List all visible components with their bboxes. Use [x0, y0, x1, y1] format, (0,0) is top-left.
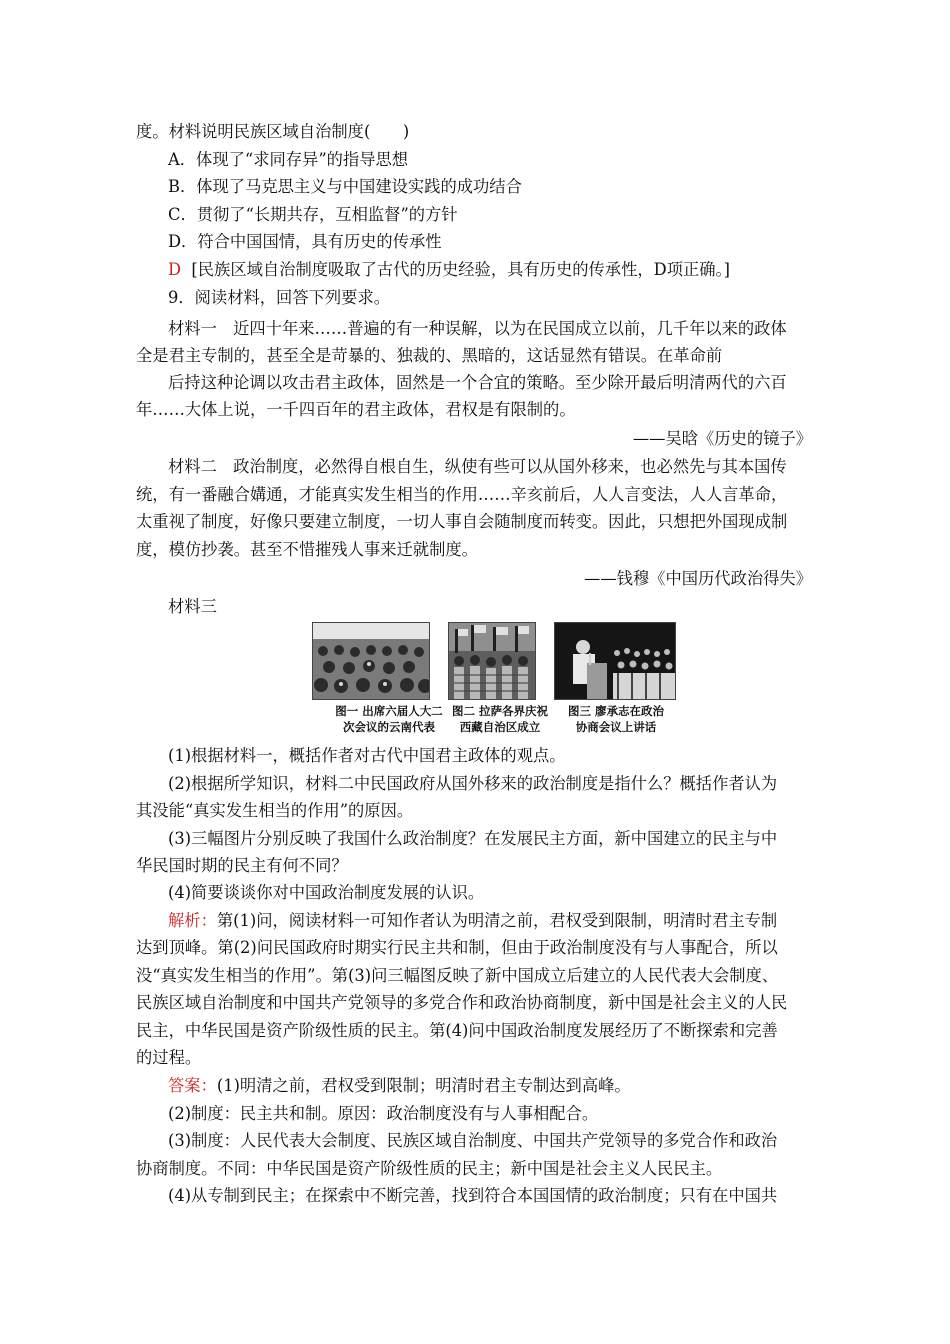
- q8-answer: [168, 259, 730, 281]
- figure-1-caption-line1: 图一 出席六届人大二: [335, 704, 443, 718]
- analysis-label: 解析：: [168, 911, 217, 930]
- material-1-line: 全是君主专制的，甚至全是苛暴的、独裁的、黑暗的，这话显然有错误。在革命前: [136, 346, 723, 365]
- answer-label: 答案：: [168, 1076, 217, 1095]
- figure-2-caption: [442, 703, 558, 735]
- material-1-line: 后持这种论调以攻击君主政体，固然是一个合宜的策略。至少除开最后明清两代的六百: [168, 373, 787, 392]
- material-2-source: ——钱穆《中国历代政治得失》: [584, 569, 812, 588]
- material-1-source: ——吴晗《历史的镜子》: [632, 429, 812, 448]
- sub-question-3: (3)三幅图片分别反映了我国什么政治制度？在发展民主方面，新中国建立的民主与中: [168, 829, 778, 848]
- photo-npc-delegates: [312, 622, 430, 700]
- material-2-line: 材料二 政治制度，必然得自根自生，纵使有些可以从国外移来，也必然先与其本国传: [168, 457, 787, 476]
- material-1-line: 年……大体上说，一千四百年的君主政体，君权是有限制的。: [136, 400, 576, 419]
- figure-3-caption-line2: 协商会议上讲话: [575, 720, 657, 734]
- figure-3-caption: [556, 703, 676, 735]
- analysis-line: 的过程。: [136, 1048, 202, 1067]
- q9-stem: 9．阅读材料，回答下列要求。: [168, 288, 391, 307]
- analysis-line: 民族区域自治制度和中国共产党领导的多党合作和政治协商制度，新中国是社会主义的人民: [136, 993, 788, 1012]
- answer-line: (4)从专制到民主；在探索中不断完善，找到符合本国国情的政治制度；只有在中国共: [168, 1186, 778, 1205]
- answer-line: 协商制度。不同：中华民国是资产阶级性质的民主；新中国是社会主义人民民主。: [136, 1159, 723, 1178]
- photo-lhasa-celebration: [448, 622, 536, 700]
- material-3-label: 材料三: [168, 597, 217, 616]
- material-2-line: 太重视了制度，好像只要建立制度，一切人事自会随制度而转变。因此，只想把外国现成制: [136, 512, 788, 531]
- sub-question-2-cont: 其没能“真实发生相当的作用”的原因。: [136, 801, 414, 820]
- figure-1-caption-line2: 次会议的云南代表: [343, 720, 435, 734]
- option-a: A．体现了“求同存异”的指导思想: [168, 150, 409, 169]
- analysis-text: 第(1)问，阅读材料一可知作者认为明清之前，君权受到限制，明清时君主专制: [216, 911, 778, 930]
- option-d: D．符合中国国情，具有历史的传承性: [168, 232, 442, 251]
- material-2-line: 统，有一番融合媾通，才能真实发生相当的作用……辛亥前后，人人言变法，人人言革命，: [136, 485, 788, 504]
- photo-liao-chengzhi-speech: [554, 622, 676, 700]
- q8-answer-letter: D: [168, 260, 182, 279]
- figure-2-caption-line1: 图二 拉萨各界庆祝: [451, 704, 548, 718]
- analysis-line: [168, 910, 777, 932]
- answer-line: (3)制度：人民代表大会制度、民族区域自治制度、中国共产党领导的多党合作和政治: [168, 1131, 778, 1150]
- sub-question-3-cont: 华民国时期的民主有何不同？: [136, 856, 348, 875]
- analysis-line: 没“真实发生相当的作用”。第(3)问三幅图反映了新中国成立后建立的人民代表大会制度、: [136, 966, 779, 985]
- option-b: B．体现了马克思主义与中国建设实践的成功结合: [168, 177, 522, 196]
- analysis-line: 民主，中华民国是资产阶级性质的民主。第(4)问中国政治制度发展经历了不断探索和完善: [136, 1021, 778, 1040]
- material-3-photos: [312, 622, 676, 736]
- sub-question-2: (2)根据所学知识，材料二中民国政府从国外移来的政治制度是指什么？概括作者认为: [168, 774, 778, 793]
- material-1-line: 材料一 近四十年来……普遍的有一种误解，以为在民国成立以前，几千年以来的政体: [168, 319, 787, 338]
- q8-answer-explanation: [民族区域自治制度吸取了古代的历史经验，具有历史的传承性，D项正确。]: [191, 260, 731, 279]
- sub-question-4: (4)简要谈谈你对中国政治制度发展的认识。: [168, 883, 485, 902]
- answer-line: (2)制度：民主共和制。原因：政治制度没有与人事相配合。: [168, 1104, 599, 1123]
- material-2-line: 度，模仿抄袭。甚至不惜摧残人事来迁就制度。: [136, 540, 478, 559]
- analysis-line: 达到顶峰。第(2)问民国政府时期实行民主共和制，但由于政治制度没有与人事配合，所以: [136, 938, 778, 957]
- answer-text: (1)明清之前，君权受到限制；明清时君主专制达到高峰。: [216, 1076, 631, 1095]
- answer-line: [168, 1075, 631, 1097]
- figure-3-caption-line1: 图三 廖承志在政治: [567, 704, 664, 718]
- option-c: C．贯彻了“长期共存，互相监督”的方针: [168, 205, 458, 224]
- q8-stem-end: 度。材料说明民族区域自治制度( ): [136, 122, 410, 141]
- figure-2-caption-line2: 西藏自治区成立: [459, 720, 541, 734]
- sub-question-1: (1)根据材料一，概括作者对古代中国君主政体的观点。: [168, 746, 566, 765]
